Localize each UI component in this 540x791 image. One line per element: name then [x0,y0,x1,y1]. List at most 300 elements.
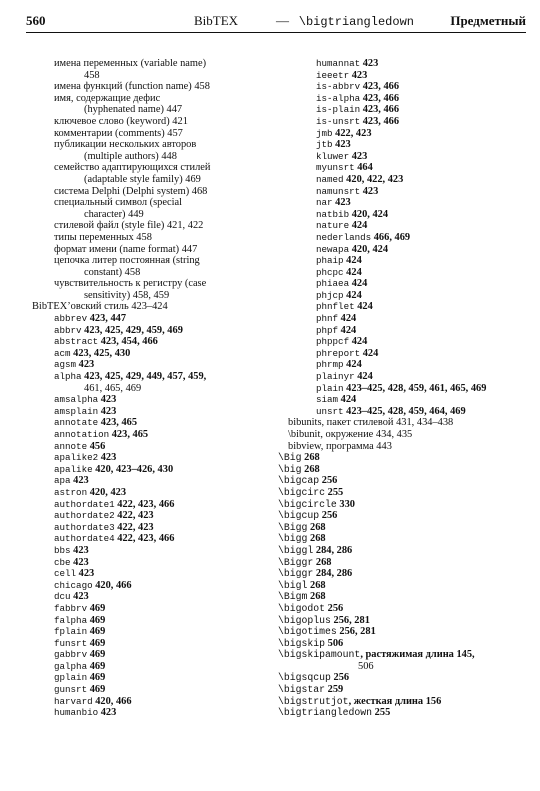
entry-key: nar [316,197,333,209]
index-entry [32,672,272,684]
entry-pages: 256, 281 [336,626,376,638]
index-entry [278,81,523,93]
entry-key: nederlands [316,231,372,243]
entry-pages: 423 [360,185,379,197]
entry-command: \bigcup [278,510,320,522]
entry-text: имя, содержащие дефис [54,92,161,104]
entry-key: bbs [54,544,71,556]
index-entry [32,441,272,453]
entry-text: имена переменных (variable name) [54,58,207,69]
entry-command: \bigsqcup [278,672,331,684]
index-entry [32,684,272,696]
entry-pages: 420, 424 [349,208,389,220]
index-entry [278,290,523,302]
running-section: Предметный [450,13,526,28]
entry-key: myunsrt [316,162,355,174]
page-number: 560 [26,13,46,28]
entry-pages: 423–425, 428, 459, 464, 469 [343,405,466,417]
entry-text: цепочка литер постоянная (string [54,255,200,267]
entry-pages: 424 [338,313,357,325]
entry-pages: 469 [87,602,106,614]
entry-pages: 469 [87,660,106,672]
index-entry [278,255,523,267]
entry-pages: 423 [332,139,351,151]
index-entry [278,197,523,209]
entry-pages: 466, 469 [371,231,411,243]
index-entry [32,603,272,615]
entry-key: jmb [316,127,333,139]
entry-pages: 424 [343,255,362,267]
index-entry [32,162,272,174]
entry-pages: 423 [332,197,351,209]
entry-pages: 423 [98,405,117,417]
entry-pages: 424 [349,220,368,232]
index-entry [278,58,523,70]
entry-key: funsrt [54,637,88,649]
index-entry [278,220,523,232]
entry-key: abbrv [54,324,82,336]
entry-key: plainyr [316,371,355,383]
index-entry [32,580,272,592]
entry-key: cbe [54,556,71,568]
index-entry [32,336,272,348]
entry-key: authordate1 [54,498,115,510]
index-entry [278,278,523,290]
entry-pages: 420, 423 [87,486,127,498]
index-entry [32,220,272,232]
index-entry [278,209,523,221]
entry-pages: 423, 425, 429, 449, 457, 459, [81,371,207,383]
entry-key: is-plain [316,104,361,116]
entry-key: phaip [316,255,344,267]
entry-pages: 268 [307,521,326,533]
index-entry [32,626,272,638]
entry-command: \Bigm [278,591,308,603]
entry-key: plain [316,382,344,394]
entry-text: имена функций (function name) 458 [54,81,210,93]
entry-pages: 422, 423 [114,521,154,533]
entry-text: bibunits, пакет стилевой 431, 434–438 [288,417,454,429]
entry-key: astron [54,486,88,498]
entry-pages: 255 [372,707,391,719]
entry-key: is-alpha [316,92,361,104]
index-entry [278,487,523,499]
entry-command: \bigskip [278,637,326,649]
running-dash [276,10,414,33]
index-entry [278,116,523,128]
running-title [194,10,238,32]
entry-pages: 423 [98,394,117,406]
entry-command: \bigoplus [278,614,331,626]
entry-key: abstract [54,336,99,348]
entry-text: формат имени (name format) 447 [54,243,198,255]
entry-command: \biggl [278,544,314,556]
running-command: \bigtriangledown [298,15,414,29]
index-entry [278,348,523,360]
entry-key: falpha [54,614,88,626]
entry-key: authordate2 [54,510,115,522]
index-entry [32,197,272,209]
entry-key: agsm [54,359,77,371]
entry-key: kluwer [316,150,350,162]
entry-pages: 420, 423–426, 430 [92,463,174,475]
index-entry [32,475,272,487]
entry-key: harvard [54,695,93,707]
entry-pages: 424 [338,324,357,336]
index-entry [32,452,272,464]
entry-pages: 423 [349,150,368,162]
index-entry [32,591,272,603]
entry-key: phrmp [316,359,344,371]
index-entry [32,301,272,313]
entry-pages: 456 [87,440,106,452]
dash-text: — [276,13,289,28]
index-entry [32,255,272,267]
entry-command: \Biggr [278,556,314,568]
index-entry [32,244,272,256]
index-entry [32,232,272,244]
entry-pages: 424 [354,371,373,383]
entry-pages: 423–425, 428, 459, 461, 465, 469 [343,382,487,394]
entry-key: authordate4 [54,533,115,545]
entry-key: amsalpha [54,394,99,406]
entry-key: apalike [54,463,93,475]
entry-pages: 423 [76,359,95,371]
entry-key: ieeetr [316,69,350,81]
entry-key: phcpc [316,266,344,278]
entry-pages: 256 [325,602,344,614]
entry-pages: 423 [70,544,89,556]
entry-pages: 423, 465 [109,429,149,440]
index-entry [32,116,272,128]
entry-command: \Bigg [278,521,308,533]
index-entry [32,406,272,418]
entry-pages: 469 [87,684,106,696]
index-entry [278,707,523,719]
entry-key: cell [54,568,77,580]
entry-key: apalike2 [54,452,99,464]
index-entry [32,139,272,151]
entry-command: \bigskipamount [278,649,361,661]
entry-pages: 423 [76,568,95,580]
index-entry [32,383,272,395]
entry-key: amsplain [54,405,99,417]
index-entry [278,626,523,638]
index-entry [278,672,523,684]
entry-command: \bigcircle [278,498,337,510]
index-entry [278,93,523,105]
index-entry [32,510,272,522]
entry-text: bibview, программа 443 [288,440,392,452]
index-entry [32,545,272,557]
entry-text: чувствительность к регистру (case [54,278,207,290]
index-entry [278,232,523,244]
entry-pages: 424 [354,301,373,313]
entry-text: (adaptable style family) 469 [84,173,201,185]
entry-key: phiaea [316,278,350,290]
entry-pages: 256 [319,475,338,487]
entry-pages: 469 [87,614,106,626]
index-entry [32,267,272,279]
entry-pages: 284, 286 [313,568,353,580]
entry-key: abbrev [54,313,88,325]
entry-pages: 423 [70,556,89,568]
index-entry [32,290,272,302]
entry-key: jtb [316,139,333,151]
index-entry [32,499,272,511]
entry-pages: 469 [87,649,106,661]
entry-pages: 268 [307,591,326,603]
index-entry [278,441,523,453]
entry-key: annotate [54,417,99,429]
entry-command: \bigl [278,579,308,591]
entry-command: \Big [278,452,302,464]
index-entry [278,325,523,337]
index-column-left [32,58,272,719]
entry-text: публикации нескольких авторов [54,139,197,151]
index-entry [278,533,523,545]
entry-text: BibTEX’овский стиль 423–424 [32,301,168,313]
entry-pages: 424 [343,266,362,278]
index-entry [278,661,523,673]
index-entry [278,383,523,395]
entry-pages: 469 [87,637,106,649]
index-entry [278,475,523,487]
entry-key: annote [54,440,88,452]
index-entry [32,151,272,163]
entry-pages: 423 [349,69,368,81]
index-entry [278,104,523,116]
entry-key: humannat [316,58,361,69]
entry-pages: 423, 425, 429, 459, 469 [81,324,183,336]
entry-pages: 423, 447 [87,313,127,325]
entry-pages: 423 [360,58,379,69]
entry-text: constant) 458 [84,266,141,278]
entry-pages: 422, 423, 466 [114,533,175,545]
entry-pages: 420, 422, 423 [343,173,404,185]
entry-key: phppcf [316,336,350,348]
entry-text: стилевой файл (style file) 421, 422 [54,220,204,232]
entry-pages: 469 [87,672,106,684]
index-entry [278,359,523,371]
entry-pages: 424 [338,394,357,406]
entry-pages: 423 [70,591,89,603]
entry-key: named [316,173,344,185]
entry-key: siam [316,394,339,406]
entry-key: phnf [316,313,339,325]
index-entry [32,394,272,406]
index-entry [278,557,523,569]
entry-pages: 423, 454, 466 [98,336,158,348]
index-entry [278,684,523,696]
header-rule [26,32,526,33]
entry-key: galpha [54,660,88,672]
entry-pages: 423 [98,707,117,719]
entry-key: gabbrv [54,649,88,661]
entry-pages: 268 [301,452,320,464]
index-entry [32,568,272,580]
index-entry [278,580,523,592]
entry-key: phreport [316,347,361,359]
index-entry [278,568,523,580]
index-entry [32,533,272,545]
entry-command: \bigcap [278,475,320,487]
entry-key: is-abbrv [316,81,361,93]
index-entry [32,638,272,650]
index-entry [278,696,523,708]
entry-pages: 268 [313,556,332,568]
entry-pages: 420, 466 [92,579,132,591]
entry-pages: 268 [307,533,326,545]
entry-command: \bigotimes [278,626,337,638]
index-entry [32,487,272,499]
index-entry [278,151,523,163]
index-entry [278,139,523,151]
entry-command: \bigcirc [278,486,326,498]
entry-pages: 469 [87,626,106,638]
index-entry [32,615,272,627]
entry-command: \bigstar [278,684,326,696]
entry-pages: 424 [343,359,362,371]
entry-key: phpf [316,324,339,336]
entry-pages: 284, 286 [313,544,353,556]
entry-key: phjcp [316,289,344,301]
index-entry [278,336,523,348]
index-entry [32,359,272,371]
index-entry [32,417,272,429]
entry-text: (hyphenated name) 447 [84,104,183,116]
entry-pages: 424 [343,289,362,301]
index-entry [278,162,523,174]
entry-pages: 422, 423 [114,510,154,522]
index-entry [32,278,272,290]
index-entry [278,638,523,650]
index-entry [32,58,272,70]
index-entry [278,313,523,325]
entry-text: типы переменных 458 [54,231,152,243]
entry-key: acm [54,347,71,359]
index-entry [32,464,272,476]
entry-pages: , жесткая длина 156 [348,695,442,707]
entry-pages: 506 [325,637,344,649]
index-entry [278,128,523,140]
index-entry [32,325,272,337]
index-entry [278,510,523,522]
index-entry [278,417,523,429]
entry-text: 458 [84,69,100,81]
index-entry [278,406,523,418]
entry-pages: 423, 465 [98,417,138,429]
entry-key: gplain [54,672,88,684]
index-entry [278,603,523,615]
index-entry [32,128,272,140]
entry-pages: 256 [319,510,338,522]
index-entry [32,649,272,661]
entry-pages: 422, 423 [332,127,372,139]
index-entry [32,371,272,383]
index-entry [32,696,272,708]
entry-key: annotation [54,429,110,440]
entry-key: fabbrv [54,602,88,614]
index-entry [278,499,523,511]
running-header [26,10,526,32]
entry-pages: 424 [349,278,368,290]
entry-pages: 268 [307,579,326,591]
entry-pages: 424 [349,336,368,348]
entry-key: authordate3 [54,521,115,533]
index-entry [278,649,523,661]
entry-text: система Delphi (Delphi system) 468 [54,185,208,197]
entry-key: dcu [54,591,71,603]
entry-key: newapa [316,243,350,255]
entry-pages: 268 [301,463,320,475]
index-entry [278,267,523,279]
entry-key: fplain [54,626,88,638]
entry-key: humanbio [54,707,99,719]
entry-pages: 255 [325,486,344,498]
entry-text: ключевое слово (keyword) 421 [54,115,188,127]
entry-pages: 423, 466 [360,92,400,104]
entry-key: is-unsrt [316,115,361,127]
entry-text: специальный символ (special [54,197,182,209]
index-entry [278,394,523,406]
entry-pages: 420, 466 [92,695,132,707]
index-entry [32,557,272,569]
index-entry [32,174,272,186]
entry-pages: 259 [325,684,344,696]
index-entry [278,545,523,557]
index-entry [32,313,272,325]
entry-pages: 423 [98,452,117,464]
entry-pages: 423, 466 [360,81,400,93]
index-entry [32,81,272,93]
entry-text: \bibunit, окружение 434, 435 [288,429,413,440]
entry-key: gunsrt [54,684,88,696]
entry-text: (multiple authors) 448 [84,150,177,162]
index-entry [278,615,523,627]
entry-key: unsrt [316,405,344,417]
entry-pages: , растяжимая длина 145, [360,649,475,661]
entry-key: apa [54,475,71,487]
entry-text: комментарии (comments) 457 [54,127,183,139]
index-entry [278,591,523,603]
entry-key: alpha [54,371,82,383]
index-entry [32,209,272,221]
entry-pages: 464 [354,162,373,174]
index-entry [278,371,523,383]
entry-text: семейство адаптирующихся стилей [54,162,211,174]
index-entry [278,452,523,464]
entry-command: \biggr [278,568,314,580]
entry-text: character) 449 [84,208,144,220]
entry-key: phnflet [316,301,355,313]
entry-pages: 420, 424 [349,243,389,255]
entry-pages: 330 [336,498,355,510]
entry-key: chicago [54,579,93,591]
entry-text: 506 [358,660,374,672]
entry-pages: 424 [360,347,379,359]
index-entry [32,661,272,673]
entry-pages: 423, 466 [360,104,400,116]
index-entry [32,522,272,534]
entry-text: 461, 465, 469 [84,382,142,394]
entry-key: namunsrt [316,185,361,197]
entry-pages: 256 [330,672,350,684]
index-entry [278,70,523,82]
entry-key: natbib [316,208,350,220]
entry-pages: 423, 466 [360,115,400,127]
running-title-text: BibTEX [194,13,239,28]
